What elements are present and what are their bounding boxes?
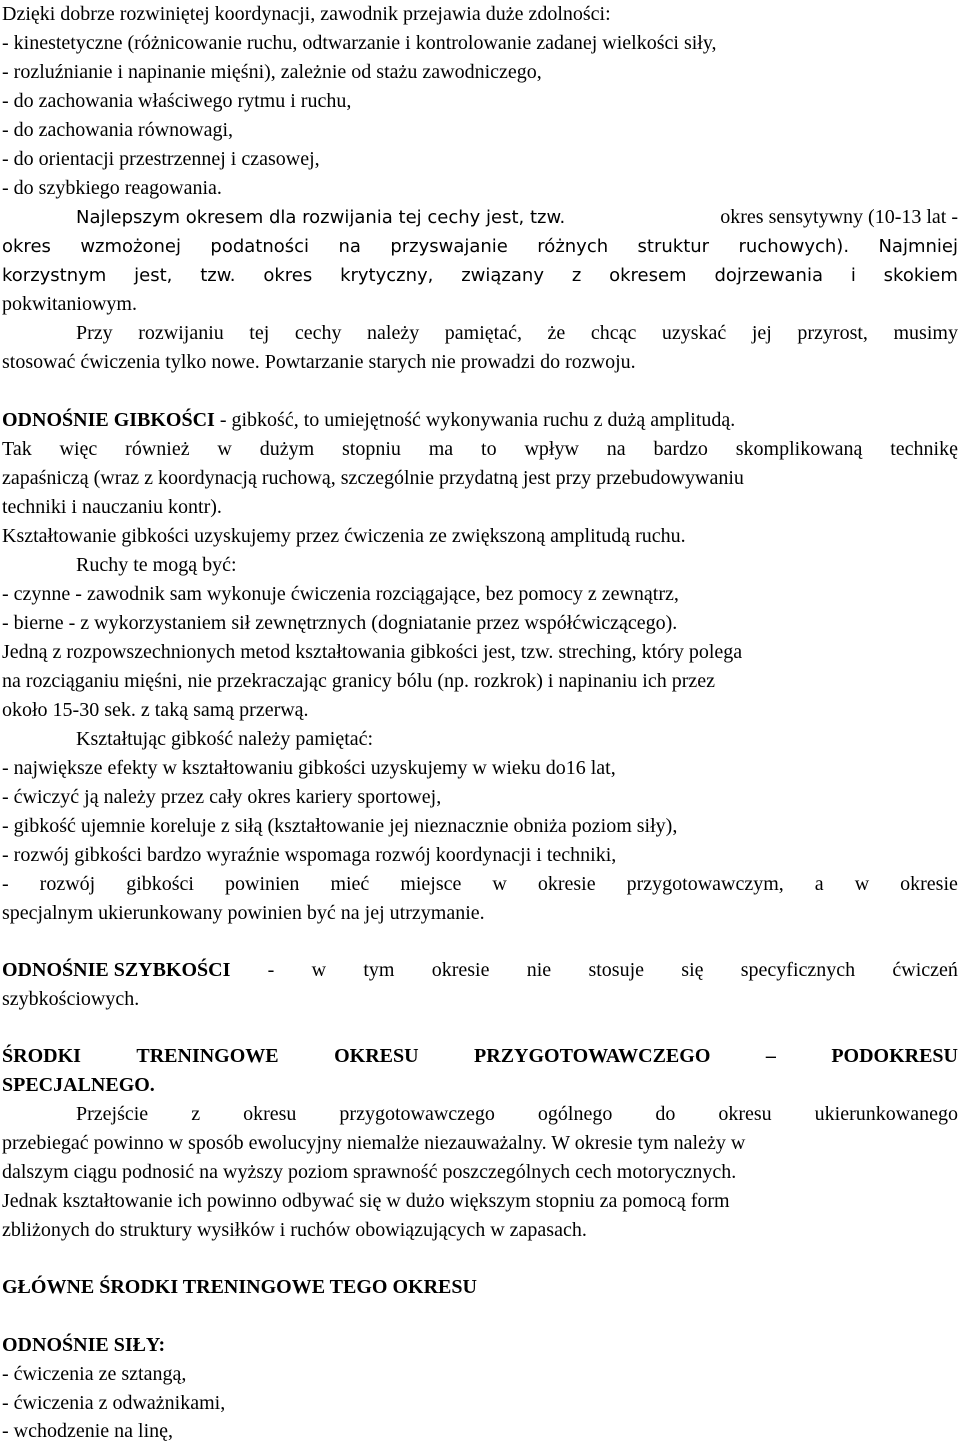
section-heading: ŚRODKI TRENINGOWE OKRESU PRZYGOTOWAWCZEGO – PODOKRESU — [2, 1045, 958, 1067]
text-line: zbliżonych do struktury wysiłków i ruchów obowiązujących w zapasach. — [2, 1219, 587, 1241]
text-line: pokwitaniowym. — [2, 293, 137, 315]
text-line: - ćwiczyć ją należy przez cały okres kariery sportowej, — [2, 786, 442, 808]
section-heading: ODNOŚNIE GIBKOŚCI — [2, 409, 215, 431]
text-line: zapaśniczą (wraz z koordynacją ruchową, szczególnie przydatną jest przy przebudowywaniu — [2, 467, 744, 489]
text-line: - czynne - zawodnik sam wykonuje ćwiczenia rozciągające, bez pomocy z zewnątrz, — [2, 583, 679, 605]
text-line: Jedną z rozpowszechnionych metod kształtowania gibkości jest, tzw. streching, który polega — [2, 641, 743, 663]
text-line: - kinestetyczne (różnicowanie ruchu, odtwarzanie i kontrolowanie zadanej wielkości siły, — [2, 32, 717, 54]
text-line: dalszym ciągu podnosić na wyższy poziom sprawność poszczególnych cech motorycznych. — [2, 1161, 737, 1183]
list-item: - ćwiczenia z odważnikami, — [2, 1392, 226, 1414]
text-line: - największe efekty w kształtowaniu gibkości uzyskujemy w wieku do16 lat, — [2, 757, 616, 779]
text-line: Kształtując gibkość należy pamiętać: — [76, 728, 374, 750]
gibkosc-heading-line: ODNOŚNIE GIBKOŚCI - gibkość, to umiejętność wykonywania ruchu z dużą amplitudą. — [2, 409, 736, 431]
szybkosc-heading-line: ODNOŚNIE SZYBKOŚCI - w tym okresie nie stosuje się specyficznych ćwiczeń — [2, 956, 958, 985]
justified-line: Przy rozwijaniu tej cechy należy pamiętać, że chcąc uzyskać jej przyrost, musimy — [76, 322, 958, 344]
section-heading: ODNOŚNIE SZYBKOŚCI — [2, 959, 231, 981]
text-line: - rozluźnianie i napinanie mięśni), zależnie od stażu zawodniczego, — [2, 61, 542, 83]
text-line: specjalnym ukierunkowany powinien być na jej utrzymanie. — [2, 902, 485, 924]
section-heading: ODNOŚNIE SIŁY: — [2, 1334, 166, 1356]
text-line: stosować ćwiczenia tylko nowe. Powtarzanie starych nie prowadzi do rozwoju. — [2, 351, 636, 373]
justified-line: Tak więc również w dużym stopniu ma to wpływ na bardzo skomplikowaną technikę — [2, 438, 958, 460]
sans-paragraph-line-3: korzystnym jest, tzw. okres krytyczny, związany z okresem dojrzewania i skokiem — [2, 265, 958, 286]
text-line: - rozwój gibkości bardzo wyraźnie wspomaga rozwój koordynacji i techniki, — [2, 844, 617, 866]
list-item: - wchodzenie na linę, — [2, 1420, 174, 1442]
sans-paragraph-line-1: Najlepszym okresem dla rozwijania tej cechy jest, tzw. okres sensytywny (10-13 lat - — [76, 206, 958, 228]
text-line: przebiegać powinno w sposób ewolucyjny niemalże niezauważalny. W okresie tym należy w — [2, 1132, 746, 1154]
justified-line: Przejście z okresu przygotowawczego ogólnego do okresu ukierunkowanego — [76, 1103, 958, 1125]
text-line: techniki i nauczaniu kontr). — [2, 496, 222, 518]
text-line: szybkościowych. — [2, 988, 140, 1010]
text-line: - do zachowania równowagi, — [2, 119, 234, 141]
text-line: - bierne - z wykorzystaniem sił zewnętrznych (dogniatanie przez współćwiczącego). — [2, 612, 678, 634]
text-line: Ruchy te mogą być: — [76, 554, 237, 576]
sans-paragraph-line-2: okres wzmożonej podatności na przyswajanie różnych struktur ruchowych). Najmniej — [2, 236, 958, 257]
text-line: - gibkość ujemnie koreluje z siłą (kształtowanie jej nieznacznie obniża poziom siły), — [2, 815, 678, 837]
section-heading: SPECJALNEGO. — [2, 1074, 155, 1096]
text-line: Jednak kształtowanie ich powinno odbywać się w dużo większym stopniu za pomocą form — [2, 1190, 730, 1212]
list-item: - ćwiczenia ze sztangą, — [2, 1363, 187, 1385]
text-line: - do orientacji przestrzennej i czasowej, — [2, 148, 320, 170]
text-line: na rozciąganiu mięśni, nie przekraczając granicy bólu (np. rozkrok) i napinaniu ich przez — [2, 670, 716, 692]
text-line: - do szybkiego reagowania. — [2, 177, 222, 199]
text-line: - do zachowania właściwego rytmu i ruchu, — [2, 90, 352, 112]
section-heading: GŁÓWNE ŚRODKI TRENINGOWE TEGO OKRESU — [2, 1276, 477, 1298]
text-line: Dzięki dobrze rozwiniętej koordynacji, zawodnik przejawia duże zdolności: — [2, 3, 611, 25]
text-line: Kształtowanie gibkości uzyskujemy przez ćwiczenia ze zwiększoną amplitudą ruchu. — [2, 525, 686, 547]
text-line: około 15-30 sek. z taką samą przerwą. — [2, 699, 309, 721]
justified-line: - rozwój gibkości powinien mieć miejsce w okresie przygotowawczym, a w okresie — [2, 873, 958, 895]
